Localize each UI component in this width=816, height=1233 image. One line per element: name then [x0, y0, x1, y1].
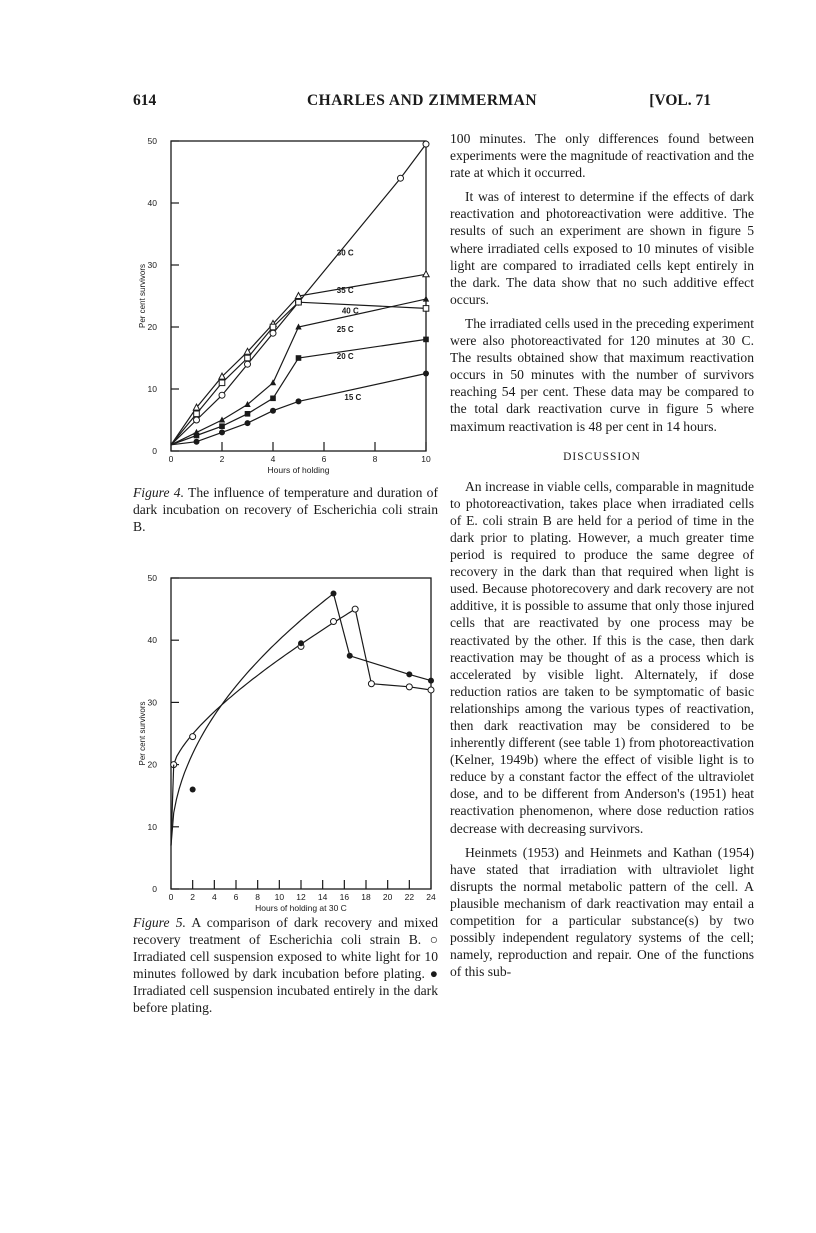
data-point-filled-square — [245, 411, 251, 417]
data-point-filled-circle — [298, 640, 304, 646]
x-tick-label: 16 — [339, 892, 350, 902]
x-axis-label: Hours of holding at 30 C — [255, 903, 347, 913]
x-tick-label: 12 — [296, 892, 306, 902]
data-point-open-circle — [190, 734, 196, 740]
data-point-filled-circle — [406, 671, 412, 677]
y-tick-label: 0 — [152, 446, 157, 456]
y-tick-label: 20 — [147, 759, 157, 770]
x-tick-label: 0 — [168, 454, 174, 464]
data-point-filled-square — [296, 355, 302, 361]
data-point-open-square — [296, 299, 302, 305]
y-axis-label: Per cent survivors — [138, 701, 147, 766]
series-label: 20 C — [336, 352, 354, 362]
x-tick-label: 6 — [233, 892, 239, 902]
y-tick-label: 10 — [147, 821, 157, 832]
x-tick-label: 8 — [255, 892, 261, 902]
x-tick-label: 0 — [168, 892, 174, 902]
series-label: 15 C — [344, 393, 362, 403]
data-point-filled-triangle — [219, 417, 225, 423]
data-point-filled-square — [270, 396, 276, 402]
paragraph: The irradiated cells used in the preceding experiment were also photoreactivated for 120 minutes at 30 C. The results obtained show that maximum reactivation occurs in 50 minutes with the number of survivors reaching 54 per cent. These data may be compared to the total dark reactivation curve in figure 5 where maximum reactivation is 48 per cent in 14 hours. — [450, 315, 754, 434]
paragraph: An increase in viable cells, comparable in magnitude to photoreactivation, takes place when irradiated cells of E. coli strain B are held for a period of time in the dark prior to plating. However, a much greater time period is required to produce the same degree of recovery in the dark than that required when light is used. Because photorecovery and dark recovery are not additive, it is possible to assume that only those injured cells that are reactivated by one process may be reactivated by the other. If this is the case, then dark reactivation may be thought of as a process which is accelerated by visible light. Alternately, if dose reduction ratios are taken to be symptomatic of basic relationships among the various types of reactivation, then dark reactivation may be considered to be inherently different (see table 1) from photoreactivation (Kelner, 1949b) where the effect of visible light is to reduce by a constant factor the effect of the ultraviolet dose, and to be different from Anderson's (1951) heat reactivation phenomenon, where dose reduction ratios decrease with decreasing survivors. — [450, 478, 754, 836]
data-point-triangle — [423, 271, 429, 277]
y-tick-label: 50 — [147, 573, 157, 583]
y-tick-label: 40 — [147, 635, 157, 646]
data-point-open-circle — [423, 141, 429, 147]
data-point-open-circle — [270, 330, 276, 336]
y-tick-label: 20 — [147, 322, 157, 332]
y-tick-label: 40 — [147, 198, 157, 208]
data-point-filled-circle — [245, 420, 251, 426]
figure-4 — [128, 128, 440, 476]
data-point-open-circle — [398, 175, 404, 181]
data-point-filled-circle — [270, 408, 276, 414]
data-point-open-circle — [406, 684, 412, 690]
series-line — [174, 609, 431, 765]
data-point-filled-circle — [423, 371, 429, 377]
y-tick-label: 50 — [147, 136, 157, 146]
x-tick-label: 10 — [274, 892, 285, 902]
x-tick-label: 10 — [421, 454, 431, 464]
data-point-filled-triangle — [270, 379, 276, 385]
figure-4-caption-text: The influence of temperature and duration of dark incubation on recovery of Escherichia coli strain B. — [133, 485, 438, 534]
data-point-open-circle — [368, 681, 374, 687]
data-point-filled-circle — [194, 439, 200, 445]
page-number: 614 — [133, 92, 157, 109]
paragraph: It was of interest to determine if the effects of dark reactivation and photoreactivation were additive. The results of such an experiment are shown in figure 5 where irradiated cells exposed to 10 minutes of visible light are compared to irradiated cells kept entirely in the dark. The data show that no such additive effect occurs. — [450, 189, 754, 307]
data-point-filled-circle — [219, 429, 225, 435]
y-axis-label: Per cent survivors — [138, 263, 147, 329]
data-point-open-circle — [194, 417, 200, 423]
x-tick-label: 20 — [382, 892, 393, 902]
data-point-filled-triangle — [423, 296, 429, 302]
paragraph: Heinmets (1953) and Heinmets and Kathan (1954) have stated that irradiation with ultraviolet light disrupts the normal metabolic pattern of the cell. A plausible mechanism of dark reactivation may entail a competition for a particular substance(s) by two possibly independent regulatory systems of the cell; namely, reproduction and repair. One of the functions of this sub- — [450, 844, 754, 980]
x-tick-label: 8 — [372, 454, 378, 464]
data-point-open-square — [423, 306, 429, 312]
x-axis-label: Hours of holding — [267, 465, 330, 475]
figure-5 — [128, 565, 440, 915]
data-point-open-square — [194, 411, 200, 417]
data-point-open-circle — [331, 619, 337, 625]
figure-5-caption-label: Figure 5. — [133, 915, 186, 930]
data-point-filled-circle — [190, 786, 196, 792]
x-tick-label: 18 — [361, 892, 371, 902]
running-title: CHARLES AND ZIMMERMAN — [306, 92, 538, 109]
y-tick-label: 10 — [147, 384, 157, 394]
section-heading: DISCUSSION — [563, 450, 641, 463]
data-point-open-square — [219, 380, 225, 386]
x-tick-label: 4 — [270, 454, 276, 464]
y-tick-label: 30 — [147, 260, 157, 270]
x-tick-label: 4 — [211, 892, 217, 902]
series-line — [171, 374, 426, 445]
y-tick-label: 30 — [147, 697, 157, 708]
right-column — [450, 130, 754, 987]
data-point-open-circle — [352, 606, 358, 612]
data-point-filled-square — [219, 423, 225, 429]
data-point-filled-square — [423, 337, 429, 343]
page-header — [133, 92, 711, 114]
volume-label: [VOL. 71 — [649, 92, 711, 109]
data-point-filled-circle — [331, 591, 337, 597]
series-label: 35 C — [336, 285, 354, 295]
data-point-open-circle — [428, 687, 434, 693]
data-point-filled-circle — [347, 653, 353, 659]
data-point-open-square — [270, 324, 276, 330]
figure-4-caption-label: Figure 4. — [133, 485, 184, 500]
figure-5-caption-text: A comparison of dark recovery and mixed recovery treatment of Escherichia coli strain B. ○ Irradiated cell suspension exposed to white light for 10 minutes followed by dark incubation before plating. ● Irradiated cell suspension incubated entirely in the dark before plating. — [133, 915, 438, 1015]
y-tick-label: 0 — [152, 884, 157, 894]
data-point-open-square — [245, 355, 251, 361]
series-label: 25 C — [336, 324, 354, 334]
data-point-filled-square — [194, 433, 200, 439]
plot-frame — [171, 578, 431, 889]
x-tick-label: 6 — [321, 454, 327, 464]
series-line — [171, 594, 431, 846]
data-point-open-circle — [219, 392, 225, 398]
figure-4-caption — [133, 484, 438, 535]
data-point-filled-circle — [296, 398, 302, 404]
paragraph: 100 minutes. The only differences found between experiments were the magnitude of reactivation and the rate at which it occurred. — [450, 131, 754, 181]
figure-5-caption — [133, 914, 438, 1016]
series-label: 40 C — [341, 306, 359, 316]
x-tick-label: 2 — [219, 454, 225, 464]
figure-5-chart — [128, 565, 440, 915]
x-tick-label: 2 — [190, 892, 196, 902]
x-tick-label: 14 — [317, 892, 328, 902]
x-tick-label: 24 — [426, 892, 436, 902]
figure-4-chart — [128, 128, 440, 476]
x-tick-label: 22 — [404, 892, 415, 902]
data-point-filled-circle — [428, 678, 434, 684]
data-point-open-circle — [245, 361, 251, 367]
series-label: 30 C — [336, 248, 354, 258]
series-line — [171, 299, 426, 445]
